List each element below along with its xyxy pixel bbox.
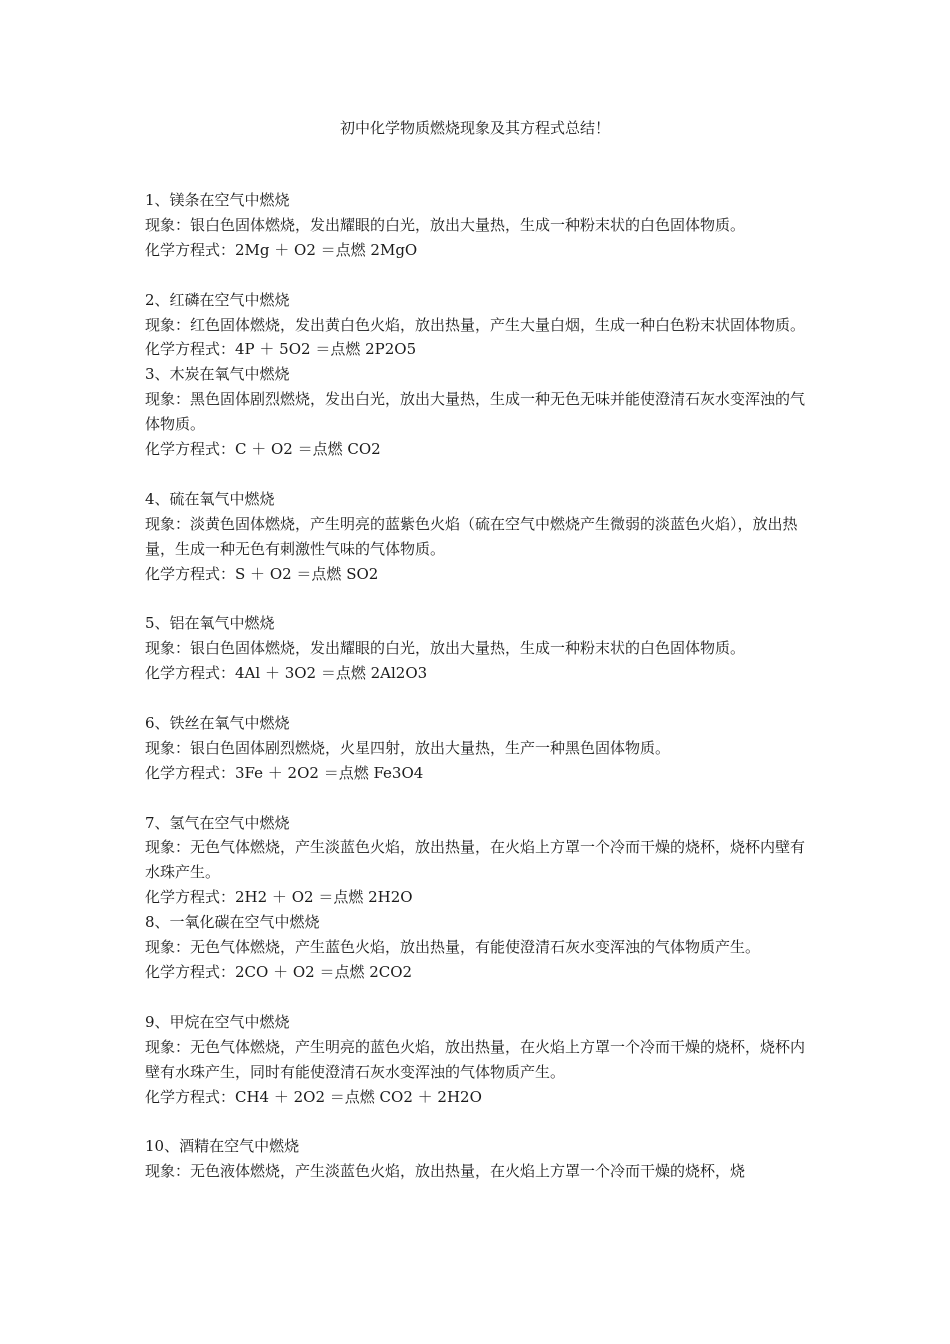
document-title: 初中化学物质燃烧现象及其方程式总结！ [339, 119, 610, 137]
section-phenomenon: 现象：淡黄色固体燃烧，产生明亮的蓝紫色火焰（硫在空气中燃烧产生微弱的淡蓝色火焰），放出热量，生成一种无色有刺激性气味的气体物质。 [145, 514, 798, 558]
section-equation: 化学方程式：S ＋ O2 ＝点燃 SO2 [145, 564, 379, 583]
paragraph-gap [145, 586, 810, 611]
section-phenomenon: 现象：红色固体燃烧，发出黄白色火焰，放出热量，产生大量白烟，生成一种白色粉末状固体物质。 [145, 315, 806, 334]
section-phenomenon: 现象：无色气体燃烧，产生蓝色火焰，放出热量，有能使澄清石灰水变浑浊的气体物质产生。 [145, 938, 761, 957]
section-equation: 化学方程式：CH4 ＋ 2O2 ＝点燃 CO2 ＋ 2H2O [145, 1087, 482, 1106]
section-heading: 2、红磷在空气中燃烧 [145, 290, 290, 309]
section-heading: 8、一氧化碳在空气中燃烧 [145, 913, 320, 932]
paragraph-gap [145, 686, 810, 711]
section-heading: 4、硫在氧气中燃烧 [145, 489, 275, 508]
section-phenomenon: 现象：银白色固体燃烧，发出耀眼的白光，放出大量热，生成一种粉末状的白色固体物质。 [145, 215, 746, 234]
section-heading: 5、铝在氧气中燃烧 [145, 614, 275, 633]
section-phenomenon: 现象：黑色固体剧烈燃烧，发出白光，放出大量热，生成一种无色无味并能使澄清石灰水变浑浊的气体物质。 [145, 390, 806, 434]
paragraph-gap [145, 263, 810, 288]
section-equation: 化学方程式：2Mg ＋ O2 ＝点燃 2MgO [145, 240, 418, 259]
section-heading: 9、甲烷在空气中燃烧 [145, 1012, 290, 1031]
section-heading: 1、镁条在空气中燃烧 [145, 191, 290, 209]
section-equation: 化学方程式：C ＋ O2 ＝点燃 CO2 [145, 440, 381, 459]
section-equation: 化学方程式：4P ＋ 5O2 ＝点燃 2P2O5 [145, 340, 417, 359]
section-heading: 3、木炭在氧气中燃烧 [145, 365, 290, 384]
paragraph-gap [145, 462, 810, 487]
document-body [145, 188, 810, 1184]
section-phenomenon: 现象：银白色固体燃烧，发出耀眼的白光，放出大量热，生成一种粉末状的白色固体物质。 [145, 639, 746, 658]
section-equation: 化学方程式：2H2 ＋ O2 ＝点燃 2H2O [145, 888, 413, 907]
section-phenomenon: 现象：银白色固体剧烈燃烧，火星四射，放出大量热，生产一种黑色固体物质。 [145, 738, 671, 757]
section-heading: 10、酒精在空气中燃烧 [145, 1137, 300, 1156]
section-equation: 化学方程式：2CO ＋ O2 ＝点燃 2CO2 [145, 963, 413, 982]
section-heading: 6、铁丝在氧气中燃烧 [145, 713, 290, 732]
section-phenomenon: 现象：无色气体燃烧，产生明亮的蓝色火焰，放出热量，在火焰上方罩一个冷而干燥的烧杯，烧杯内壁有水珠产生，同时有能使澄清石灰水变浑浊的气体物质产生。 [145, 1037, 806, 1081]
section-phenomenon: 现象：无色气体燃烧，产生淡蓝色火焰，放出热量，在火焰上方罩一个冷而干燥的烧杯，烧杯内壁有水珠产生。 [145, 838, 806, 882]
section-phenomenon: 现象：无色液体燃烧，产生淡蓝色火焰，放出热量，在火焰上方罩一个冷而干燥的烧杯，烧 [145, 1162, 746, 1181]
paragraph-gap [145, 1109, 810, 1134]
section-equation: 化学方程式：3Fe ＋ 2O2 ＝点燃 Fe3O4 [145, 763, 424, 782]
paragraph-gap [145, 786, 810, 811]
section-equation: 化学方程式：4Al ＋ 3O2 ＝点燃 2Al2O3 [145, 664, 428, 683]
section-heading: 7、氢气在空气中燃烧 [145, 813, 290, 832]
paragraph-gap [145, 985, 810, 1010]
